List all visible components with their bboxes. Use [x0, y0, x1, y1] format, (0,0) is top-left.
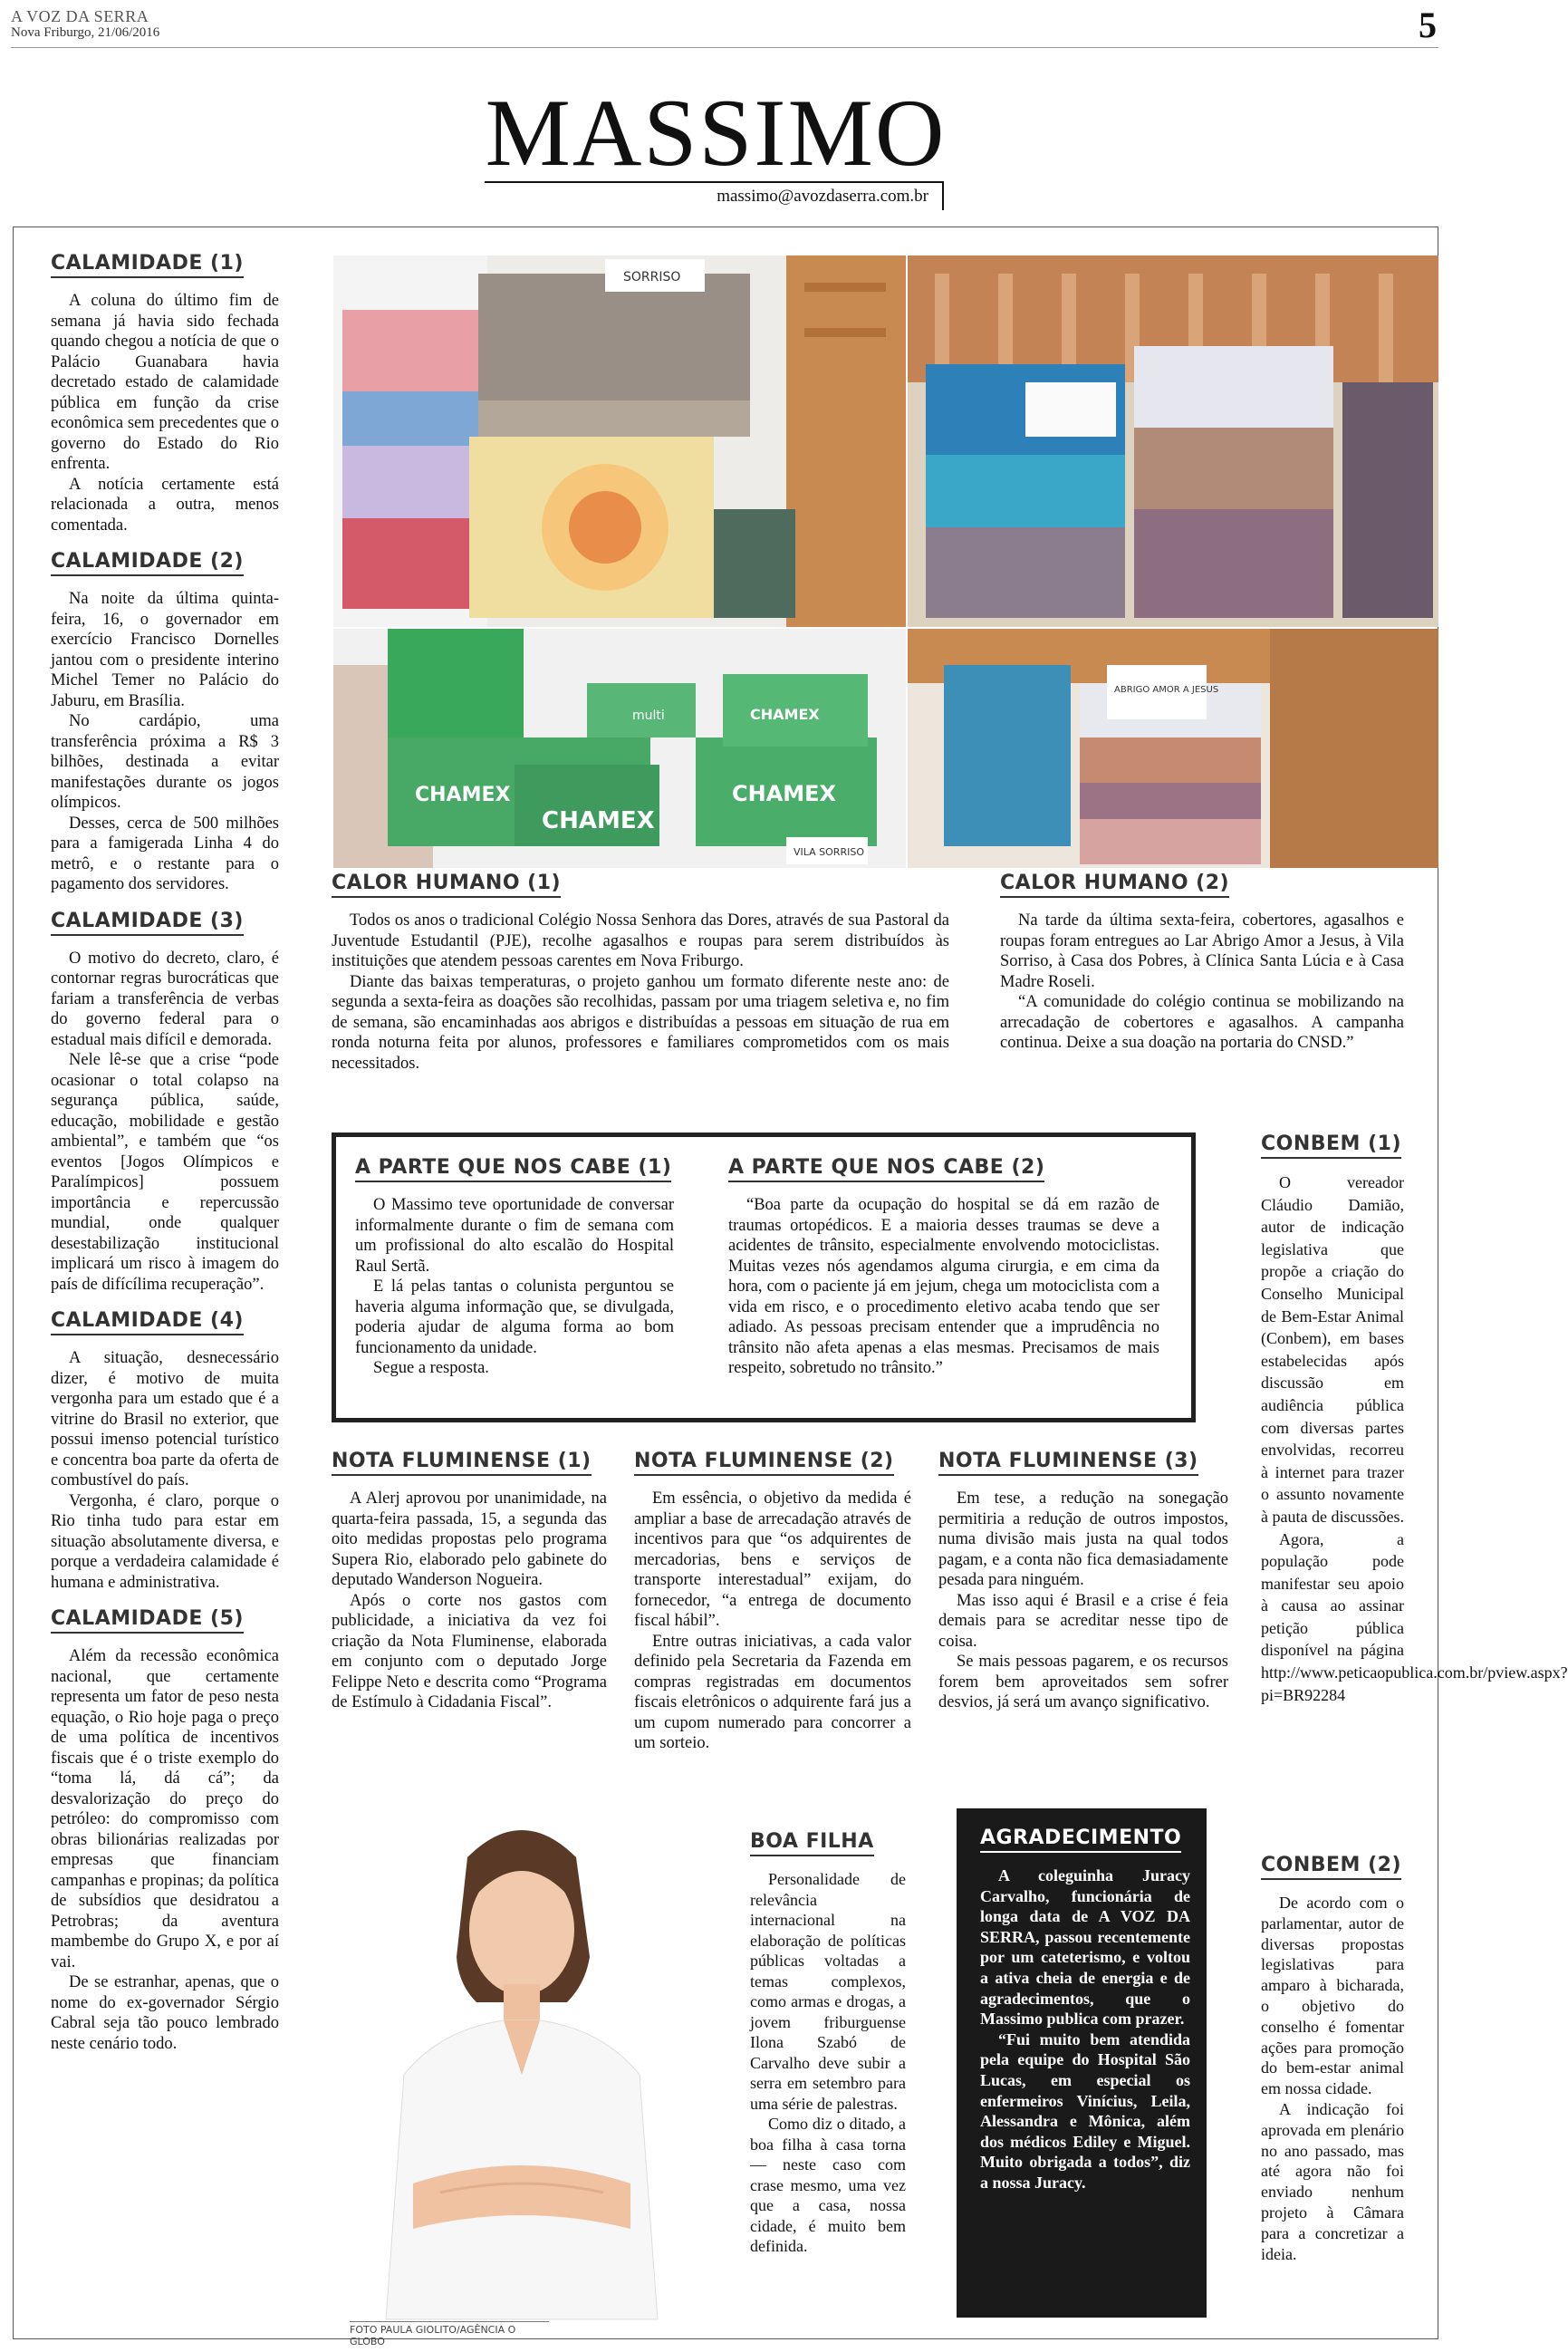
article: [750, 1830, 906, 2257]
section-heading: NOTA FLUMINENSE (3): [938, 1450, 1198, 1476]
blankets-illustration-3: [908, 629, 1438, 868]
section-heading: A PARTE QUE NOS CABE (1): [355, 1156, 671, 1182]
paragraph: Entre outras iniciativas, a cada valor definido pela Secretaria da Fazenda em compras registradas em documentos fiscais eletrônicos o adquirente fará jus a um cupom numerado para concorrer a um sorteio.: [634, 1632, 911, 1752]
header-dateline: Nova Friburgo, 21/06/2016: [11, 25, 160, 40]
paragraph: O vereador Cláudio Damião, autor de indicação legislativa que propõe a criação do Conselho Municipal de Bem-Estar Animal (Conbem), em bases estabelecidas após discussão em audiência pública com diversas partes envolvidas, recorreu à internet para trazer o assunto novamente à pauta de discussões.: [1261, 1173, 1404, 1526]
article: [938, 1450, 1228, 1713]
paragraph: Na tarde da última sexta-feira, cobertores, agasalhos e roupas foram entregues ao Lar Abrigo Amor a Jesus, à Vila Sorriso, à Casa dos Pobres, à Clínica Santa Lúcia e à Casa Madre Roseli.: [1000, 911, 1404, 991]
box-brand-1: CHAMEX: [415, 784, 511, 806]
photo3-label: VILA SORRISO: [794, 846, 864, 858]
calor-humano-2: [1000, 872, 1404, 1054]
nota-fluminense-3: [938, 1450, 1228, 1713]
article: [51, 1309, 279, 1593]
box-sub: multi: [632, 708, 665, 723]
column-email: massimo@avozdaserra.com.br: [717, 187, 928, 206]
article: [1000, 872, 1404, 1054]
portrait-illustration: [332, 1803, 694, 2319]
section-heading: NOTA FLUMINENSE (1): [332, 1450, 592, 1476]
paragraph: Nele lê-se que a crise “pode ocasionar o total colapso na segurança pública, saúde, educação, mobilidade e gestão ambiental”, e também que “os eventos [Jogos Olímpicos e Paralímpicos] possuem importância e repercussão mundial, onde qualquer desestabilização institucional implicará um risco à imagem do país de difícílima recuperação”.: [51, 1051, 279, 1294]
conbem-column: [1261, 1133, 1568, 1706]
article: [332, 1450, 607, 1713]
paragraph: A Alerj aprovou por unanimidade, na quarta-feira passada, 15, a segunda das oito medidas propostas pelo programa Supera Rio, elaborado pelo gabinete do deputado Wanderson Nogueira.: [332, 1489, 607, 1589]
paragraph: O Massimo teve oportunidade de conversar informalmente durante o fim de semana com um profissional do alto escalão do Hospital Raul Sertã.: [355, 1196, 674, 1276]
section-heading: BOA FILHA: [750, 1830, 874, 1856]
photo-blankets-sorriso: [333, 255, 906, 627]
paragraph: Após o corte nos gastos com publicidade, a iniciativa da vez foi criação da Nota Fluminense, elaborada em conjunto com o deputado Jorge Felippe Neto e descrita como “Programa de Estímulo à Cidadania Fiscal”.: [332, 1591, 607, 1711]
article: [51, 1607, 279, 2054]
paragraph: Vergonha, é claro, porque o Rio tinha tudo para estar em situação absolutamente diversa, e porque a verdadeira calamidade é humana e administrativa.: [51, 1491, 279, 1592]
boxes-illustration: [333, 629, 906, 868]
page-number: 5: [1419, 5, 1437, 45]
section-heading: CONBEM (1): [1261, 1133, 1401, 1159]
article-body: [728, 1195, 1159, 1379]
left-column: [51, 252, 279, 2068]
article-body: [51, 291, 279, 535]
paragraph: “Fui muito bem atendida pela equipe do Hospital São Lucas, em especial os enfermeiros Vinícius, Leila, Alessandra e Mônica, além dos médicos Ediley e Miguel. Muito obrigada a todos”, diz a nossa Juracy.: [980, 2029, 1190, 2192]
box-brand-3: CHAMEX: [732, 781, 837, 806]
article: [634, 1450, 911, 1754]
nota-fluminense-2: [634, 1450, 911, 1754]
article-body: [332, 911, 949, 1074]
article: [332, 872, 949, 1074]
section-heading: CALAMIDADE (2): [51, 550, 244, 576]
article-body: [51, 949, 279, 1296]
section-heading: CALAMIDADE (1): [51, 252, 244, 278]
section-heading: CONBEM (2): [1261, 1854, 1401, 1880]
article: [728, 1156, 1159, 1379]
article: [51, 252, 279, 535]
paragraph: A situação, desnecessário dizer, é motivo de muita vergonha para um estado que é a vitrine do Brasil no exterior, que possui imenso potencial turístico e concentra boa parte da oferta de combustível do país.: [51, 1349, 279, 1489]
nota-fluminense-1: [332, 1450, 607, 1713]
calor-humano-1: [332, 872, 949, 1074]
portrait-credit: FOTO PAULA GIOLITO/AGÊNCIA O GLOBO: [350, 2321, 549, 2347]
section-heading: AGRADECIMENTO: [980, 1827, 1181, 1853]
section-heading: CALOR HUMANO (1): [332, 872, 561, 898]
photo-blankets-abrigo: [908, 629, 1438, 868]
article: [355, 1156, 674, 1379]
article-body: [1261, 1171, 1568, 1706]
agradecimento: [980, 1827, 1190, 2193]
article-body: [51, 1646, 279, 2054]
paragraph: O motivo do decreto, claro, é contornar regras burocráticas que fariam a transferência de verbas do governo federal para o estadual mais difícil e demorada.: [51, 949, 279, 1049]
article-body: [980, 1865, 1190, 2193]
article-body: [1261, 1893, 1404, 2264]
parte-2: [728, 1156, 1159, 1379]
section-heading: A PARTE QUE NOS CABE (2): [728, 1156, 1044, 1182]
boa-filha: [750, 1830, 906, 2257]
paragraph: A indicação foi aprovada em plenário no ano passado, mas até agora não foi enviado nenhum projeto à Câmara para a concretizar a ideia.: [1261, 2099, 1404, 2263]
paragraph: Personalidade de relevância internacional na elaboração de políticas públicas voltadas a temas complexos, como armas e drogas, a jovem friburguense Ilona Szabó de Carvalho deve subir a serra em setembro para uma série de palestras.: [750, 1870, 906, 2113]
box-brand-4: CHAMEX: [750, 706, 820, 723]
article-body: [332, 1489, 607, 1713]
article-body: [51, 589, 279, 895]
paragraph: Como diz o ditado, a boa filha à casa torna — neste caso com crase mesmo, uma vez que a casa, nossa cidade, é muito bem definida.: [750, 2115, 906, 2255]
header-paper-name: A VOZ DA SERRA: [11, 7, 149, 25]
paragraph: E lá pelas tantas o colunista perguntou se haveria alguma informação que, se divulgada, poderia ajudar de alguma forma ao bom funcionamento da unidade.: [355, 1277, 674, 1357]
paragraph: No cardápio, uma transferência próxima a R$ 3 bilhões, destinada a evitar manifestações durante os jogos olímpicos.: [51, 712, 279, 812]
article-body: [750, 1869, 906, 2257]
column-title: MASSIMO: [485, 80, 947, 186]
article: [1261, 1133, 1568, 1706]
paragraph: Desses, cerca de 500 milhões para a famigerada Linha 4 do metrô, e o restante para o pagamento dos servidores.: [51, 814, 279, 893]
paragraph: De acordo com o parlamentar, autor de diversas propostas legislativas para amparo à bicharada, o objetivo do conselho é fomentar ações para promoção do bem-estar animal em nossa cidade.: [1261, 1894, 1404, 2098]
paragraph: Além da recessão econômica nacional, que certamente representa um fator de peso nesta equação, o Rio hoje paga o preço de uma política de incentivos fiscais que é o triste exemplo do “toma lá, dá cá”; da desvalorização do preço do petróleo: do compromisso com obras bilionárias realizadas por empresas que financiam campanhas e propinas; da política de subsídios que desidratou a Petrobras; da aventura mambembe do Grupo X, e por aí vai.: [51, 1647, 279, 1971]
blankets-illustration-1: [333, 255, 906, 627]
paragraph: Todos os anos o tradicional Colégio Nossa Senhora das Dores, através de sua Pastoral da Juventude Estudantil (PJE), recolhe agasalhos e roupas para serem distribuídos às instituições que atendem pessoas carentes em Nova Friburgo.: [332, 911, 949, 970]
photo4-label: ABRIGO AMOR A JESUS: [1114, 685, 1219, 695]
article: [51, 550, 279, 895]
paragraph: Em essência, o objetivo da medida é ampliar a base de arrecadação através de incentivos para que “os adquirentes de mercadorias, bens e serviços de transporte interestadual” exijam, do fornecedor, “a entrega de documento fiscal hábil”.: [634, 1489, 911, 1630]
photo-blankets-stacks: [908, 255, 1438, 627]
photo-chamex-boxes: [333, 629, 906, 868]
conbem-2-column: [1261, 1854, 1404, 2264]
article: [51, 910, 279, 1296]
paragraph: Mas isso aqui é Brasil e a crise é feia demais para se acreditar nesse tipo de coisa.: [938, 1591, 1228, 1651]
section-heading: CALAMIDADE (5): [51, 1607, 244, 1634]
paragraph: A notícia certamente está relacionada a outra, menos comentada.: [51, 475, 279, 535]
photo1-label: SORRISO: [623, 270, 681, 284]
paragraph: Na noite da última quinta-feira, 16, o governador em exercício Francisco Dornelles jantou com o presidente interino Michel Temer no Palácio do Jaburu, em Brasília.: [51, 590, 279, 710]
article-body: [51, 1348, 279, 1593]
paragraph: Segue a resposta.: [373, 1359, 489, 1377]
section-heading: CALAMIDADE (3): [51, 910, 244, 936]
paragraph: “Boa parte da ocupação do hospital se dá em razão de traumas ortopédicos. E a maioria desses traumas se deve a acidentes de trânsito, especialmente envolvendo motociclistas. Muitas vezes nós agendamos alguma cirurgia, e em cima da hora, com o paciente já em jejum, chega um motociclista com a vida em risco, e o procedimento eletivo acaba tendo que ser adiado. As pessoas precisam entender que a imprudência no trânsito não afeta apenas a elas mesmas. Precisamos de mais respeito, sobretudo no trânsito.”: [728, 1196, 1159, 1377]
article-body: [355, 1195, 674, 1379]
article-body: [1000, 911, 1404, 1054]
article-body: [634, 1489, 911, 1754]
portrait-photo: [332, 1803, 694, 2319]
article: [1261, 1854, 1404, 2264]
section-heading: CALAMIDADE (4): [51, 1309, 244, 1335]
paragraph: A coleguinha Juracy Carvalho, funcionária de longa data de A VOZ DA SERRA, passou recentemente por um cateterismo, e voltou a ativa cheia de energia e de agradecimentos, que o Massimo publica com prazer.: [980, 1866, 1190, 2029]
paragraph: “A comunidade do colégio continua se mobilizando na arrecadação de cobertores e agasalhos. A campanha continua. Deixe a sua doação na portaria do CNSD.”: [1000, 993, 1404, 1052]
section-heading: NOTA FLUMINENSE (2): [634, 1450, 894, 1476]
paragraph: Se mais pessoas pagarem, e os recursos forem bem aproveitados sem sofrer desvios, já será um avanço significativo.: [938, 1653, 1228, 1711]
parte-1: [355, 1156, 674, 1379]
blankets-illustration-2: [908, 255, 1438, 627]
article: [980, 1827, 1190, 2193]
header-rule: [11, 47, 1438, 48]
paragraph: A coluna do último fim de semana já havia sido fechada quando chegou a notícia de que o Palácio Guanabara havia decretado estado de calamidade pública em função da crise econômica sem precedentes que o governo do Estado do Rio enfrenta.: [51, 292, 279, 473]
article-body: [938, 1489, 1228, 1713]
paragraph: Diante das baixas temperaturas, o projeto ganhou um formato diferente neste ano: de segunda a sexta-feira as doações são recolhidas, passam por uma triagem seletiva e, no fim de semana, são encaminhadas aos abrigos e distribuídas a pessoas em situação de rua em ronda noturna feita por alunos, professores e familiares comprometidos com os mais necessitados.: [332, 972, 949, 1073]
paragraph: Em tese, a redução na sonegação permitiria a redução de outros impostos, numa divisão mais justa na qual todos pagam, e a conta não fica demasiadamente pesada para ninguém.: [938, 1489, 1228, 1589]
paragraph: De se estranhar, apenas, que o nome do ex-governador Sérgio Cabral seja tão pouco lembrado neste cenário todo.: [51, 1973, 279, 2053]
paragraph: Agora, a população pode manifestar seu apoio à causa ao assinar petição pública disponível na página http://www.peticaopublica.com.br/pview.aspx?pi=BR92284: [1261, 1529, 1568, 1704]
section-heading: CALOR HUMANO (2): [1000, 872, 1229, 898]
box-brand-2: CHAMEX: [542, 807, 655, 834]
